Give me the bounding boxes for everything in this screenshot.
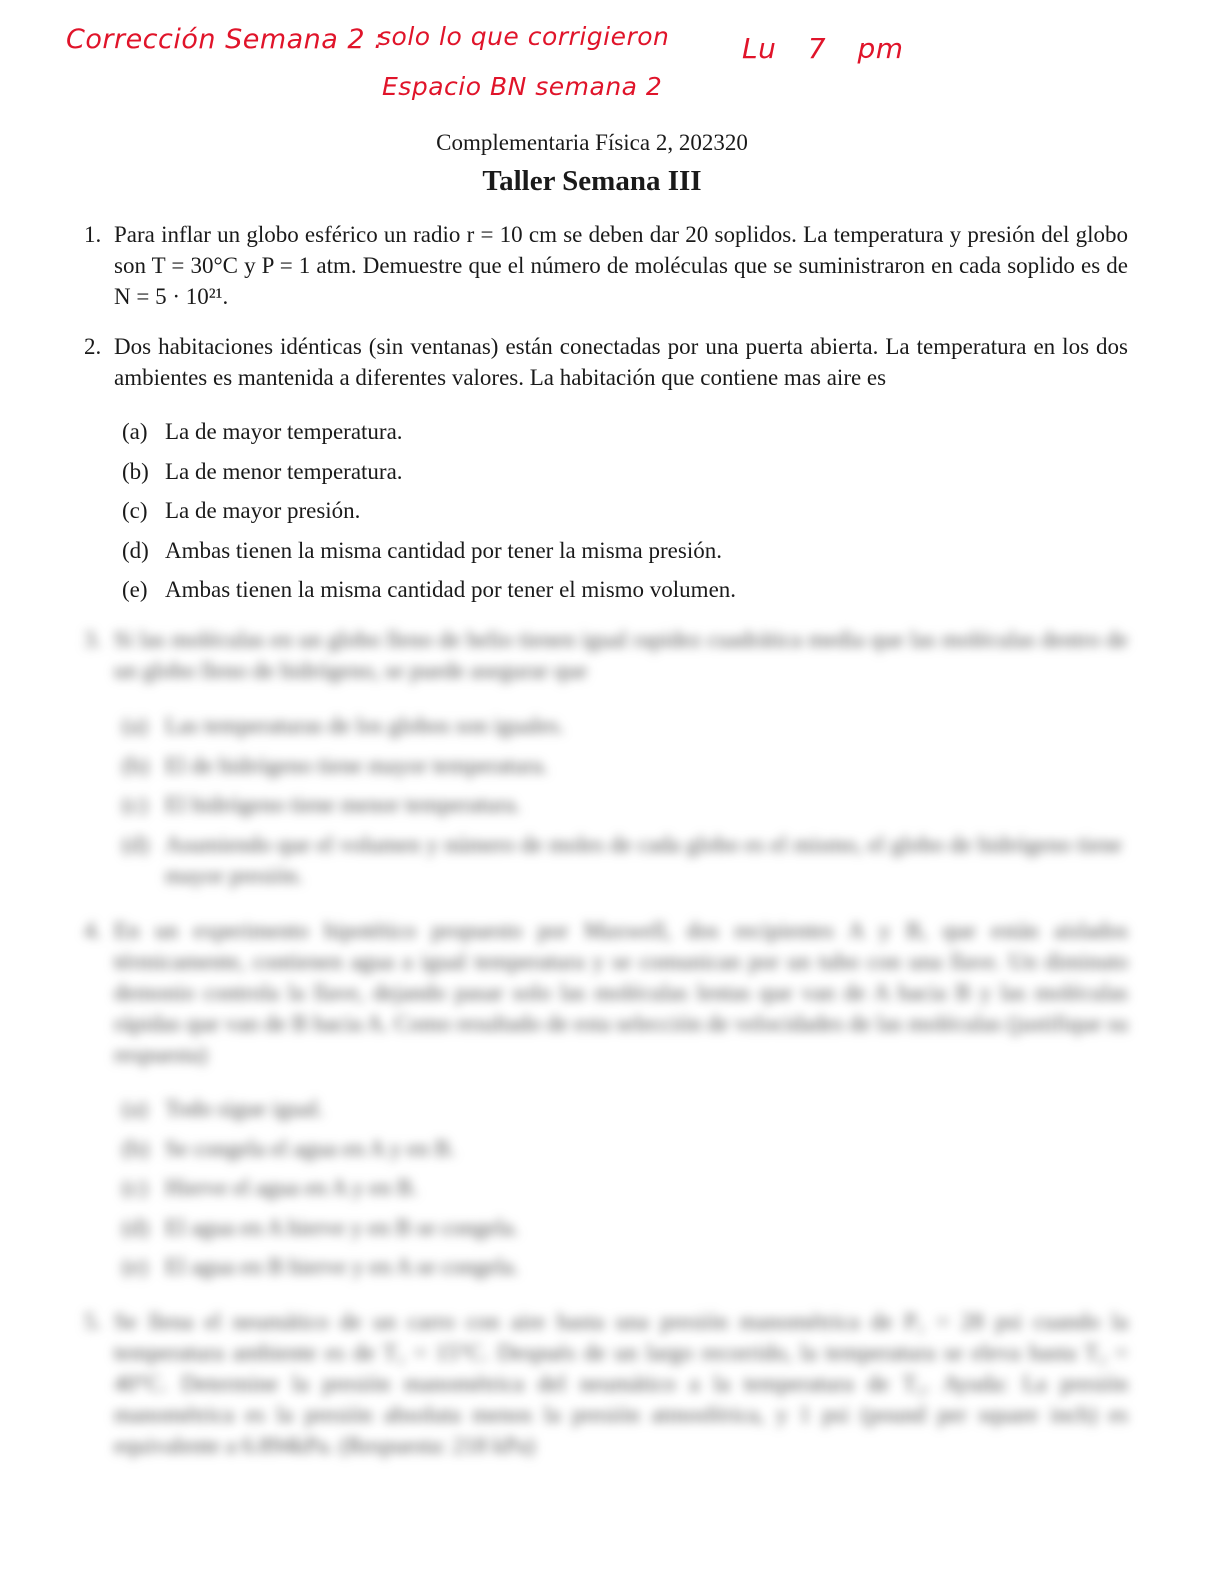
problem-number: 2. [84, 334, 102, 359]
option-text: El agua en B hierve y en A se congela. [165, 1254, 519, 1279]
problem-number: 4. [84, 918, 102, 943]
option-item [122, 495, 736, 535]
option-label: (b) [122, 1135, 149, 1161]
option-label: (a) [122, 713, 148, 738]
handwritten-space-note: Espacio BN semana 2 [382, 72, 663, 101]
option-label: (d) [122, 1214, 149, 1240]
option-text: El agua en A hierve y en B se congela. [165, 1214, 519, 1240]
option-item [122, 789, 1122, 829]
problem-4 [84, 915, 1128, 1070]
problem-3-options [122, 710, 1122, 891]
option-item [122, 710, 1122, 750]
option-text: Ambas tienen la misma cantidad por tener el mismo volumen. [165, 577, 737, 602]
option-label: (b) [122, 458, 149, 484]
option-text: El de hidrógeno tiene mayor temperatura. [165, 752, 549, 778]
option-item [122, 574, 736, 604]
option-label: (c) [122, 792, 148, 817]
document-title: Taller Semana III [482, 165, 702, 197]
option-label: (c) [122, 498, 148, 523]
problem-number: 3. [84, 627, 102, 652]
option-item [122, 456, 736, 496]
option-label: (d) [122, 537, 149, 563]
option-text: La de mayor temperatura. [165, 419, 403, 444]
option-item [122, 1093, 519, 1133]
problem-text: En un experimento hipotético propuesto por Maxwell, dos recipientes A y B, que están aislados térmicamente, contienen agua a igual temperatura y se comunican por un tubo con una llave. Un diminuto demonio controla la llave, dejando pasar solo las moléculas lentas que van de A hacia B y las moléculas rápidas que van de B hacia A. Como resultado de esta selección de velocidades de las moléculas (justifique su respuesta) [114, 918, 1128, 1067]
document-subtitle: Complementaria Física 2, 202320 [436, 130, 748, 155]
problem-number: 1. [84, 222, 102, 247]
problem-3 [84, 624, 1128, 686]
handwritten-correction-note: Corrección Semana 2 : [66, 24, 384, 55]
option-item [122, 1133, 519, 1173]
problem-text: Dos habitaciones idénticas (sin ventanas) están conectadas por una puerta abierta. La temperatura en los dos ambientes es mantenida a diferentes valores. La habitación que contiene mas aire es [114, 334, 1128, 390]
problem-4-options [122, 1093, 519, 1291]
problem-1 [84, 219, 1128, 312]
option-label: (b) [122, 752, 149, 778]
option-item [122, 829, 1122, 891]
option-item [122, 416, 736, 456]
option-text: La de mayor presión. [165, 498, 361, 523]
option-item [122, 750, 1122, 790]
option-label: (d) [122, 831, 149, 857]
option-item [122, 1251, 519, 1291]
option-text: La de menor temperatura. [165, 458, 403, 484]
problem-text: Se llena el neumático de un carro con aire hasta una presión manométrica de P₁ = 28 psi cuando la temperatura ambiente es de T₁ = 15°C. Después de un largo recorrido, la temperatura se eleva hasta T₂ = 40°C. Determine la presión manométrica del neumático a la temperatura de T₂. Ayuda: La presión manométrica es la presión absoluta menos la presión atmosférica, y 1 psi (pound per square inch) es equivalente a 6.894kPa. (Respuesta: 218 kPa) [114, 1309, 1128, 1458]
option-label: (c) [122, 1175, 148, 1200]
handwritten-only-corrected-note: solo lo que corrigieron [378, 22, 670, 51]
option-item [122, 1212, 519, 1252]
option-label: (a) [122, 1096, 148, 1121]
problem-text: Si las moléculas en un globo lleno de helio tienen igual rapidez cuadrática media que las moléculas dentro de un globo lleno de hidrógeno, se puede asegurar que [114, 627, 1128, 683]
option-label: (e) [122, 577, 148, 602]
problem-text: Para inflar un globo esférico un radio r = 10 cm se deben dar 20 soplidos. La temperatura y presión del globo son T = 30°C y P = 1 atm. Demuestre que el número de moléculas que se suministraron en cada soplido es de N = 5 · 10²¹. [114, 222, 1128, 309]
option-text: Se congela el agua en A y en B. [165, 1135, 456, 1161]
option-text: Asumiendo que el volumen y número de moles de cada globo es el mismo, el globo de hidrógeno tiene mayor presión. [165, 831, 1122, 888]
option-text: Todo sigue igual. [165, 1096, 324, 1121]
option-item [122, 1172, 519, 1212]
option-text: El hidrógeno tiene menor temperatura. [165, 792, 521, 817]
option-item [122, 535, 736, 575]
option-label: (e) [122, 1254, 148, 1279]
option-text: Hierve el agua en A y en B. [165, 1175, 418, 1200]
handwritten-time-note: Lu 7 pm [742, 32, 904, 65]
problem-2-options [122, 416, 736, 604]
problem-number: 5. [84, 1309, 102, 1334]
problem-2 [84, 331, 1128, 393]
option-text: Las temperaturas de los globos son iguales. [165, 713, 565, 738]
option-label: (a) [122, 419, 148, 444]
problem-5 [84, 1306, 1128, 1461]
option-text: Ambas tienen la misma cantidad por tener la misma presión. [165, 537, 722, 563]
